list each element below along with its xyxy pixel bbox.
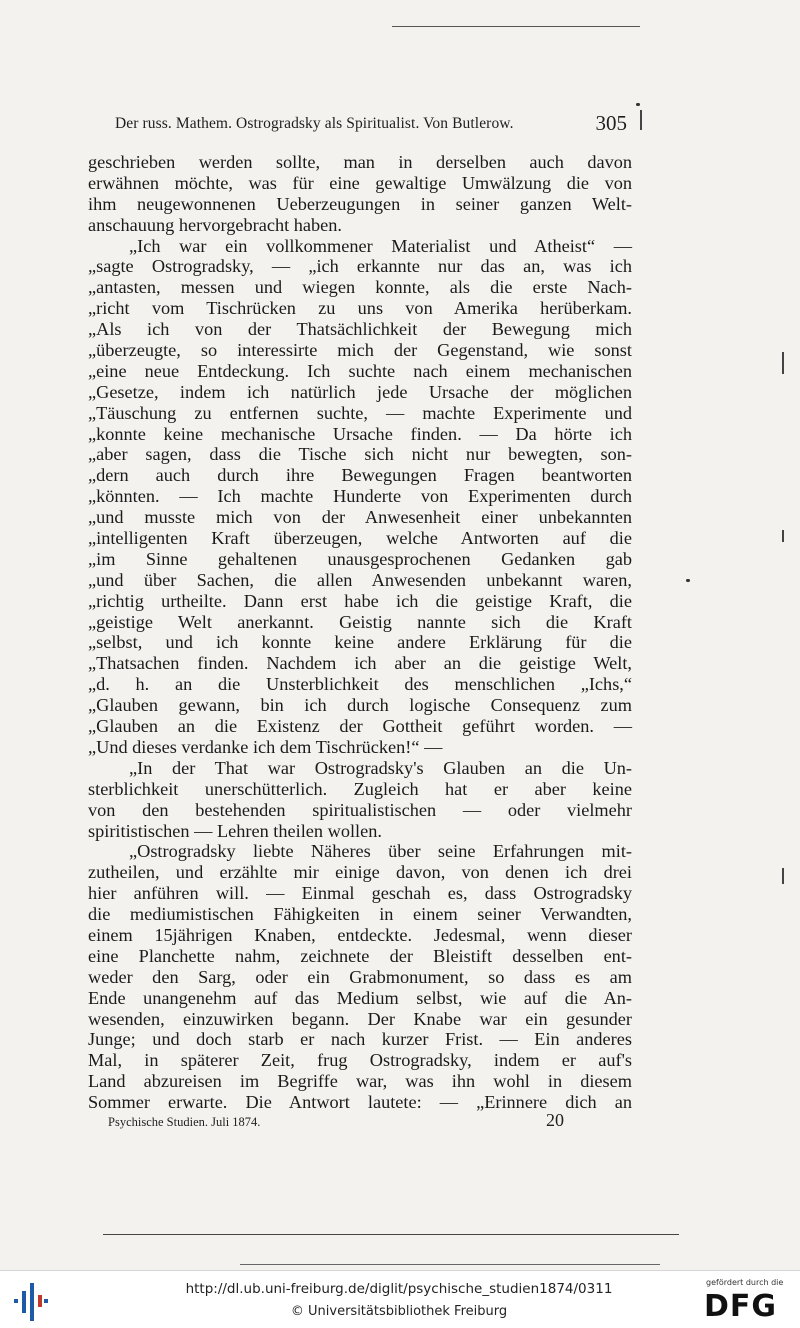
university-logo-icon	[8, 1279, 52, 1323]
text-line: ihm neugewonnenen Ueberzeugungen in seiner ganzen Welt-	[88, 193, 632, 214]
text-line: „Gesetze, indem ich natürlich jede Ursache der möglichen	[88, 381, 632, 402]
text-line: „selbst, und ich konnte keine andere Erklärung für die	[88, 632, 632, 653]
text-line: weder den Sarg, oder ein Grabmonument, so dass es am	[88, 966, 632, 987]
text-line: geschrieben werden sollte, man in derselben auch davon	[88, 152, 632, 172]
text-line: von den bestehenden spiritualistischen — oder vielmehr	[88, 799, 632, 820]
margin-mark	[782, 530, 784, 542]
ink-speck	[686, 579, 690, 582]
text-line: Junge; und doch starb er nach kurzer Frist. — Ein anderes	[88, 1029, 632, 1050]
text-line: „richt vom Tischrücken zu uns von Amerika herüberkam.	[88, 298, 632, 319]
text-line: „richtig urtheilte. Dann erst habe ich die geistige Kraft, die	[88, 590, 632, 611]
text-line: „Glauben gewann, bin ich durch logische Consequenz zum	[88, 695, 632, 716]
text-line: „Täuschung zu entfernen suchte, — machte Experimente und	[88, 402, 632, 423]
text-line: „d. h. an die Unsterblichkeit des menschlichen „Ichs,“	[88, 674, 632, 695]
text-line: Mal, in späterer Zeit, frug Ostrogradsky, indem er auf's	[88, 1050, 632, 1071]
dfg-logo: DFG	[704, 1289, 778, 1324]
text-line: „und musste mich von der Anwesenheit einer unbekannten	[88, 507, 632, 528]
text-line: hier anführen will. — Einmal geschah es, dass Ostrogradsky	[88, 883, 632, 904]
text-line: „sagte Ostrogradsky, — „ich erkannte nur das an, was ich	[88, 256, 632, 277]
text-line: „überzeugte, so interessirte mich der Gegenstand, wie sonst	[88, 340, 632, 361]
margin-mark	[782, 868, 784, 884]
text-line: „Ostrogradsky liebte Näheres über seine Erfahrungen mit-	[129, 841, 632, 862]
text-line: die mediumistischen Fähigkeiten in einem seiner Verwandten,	[88, 904, 632, 925]
text-line: „Ich war ein vollkommener Materialist und Atheist“ —	[129, 235, 632, 256]
dfg-caption: gefördert durch die	[706, 1278, 784, 1287]
top-rule	[392, 26, 640, 27]
permalink-url[interactable]: http://dl.ub.uni-freiburg.de/diglit/psychische_studien1874/0311	[185, 1281, 613, 1297]
text-line: anschauung hervorgebracht haben.	[88, 214, 342, 235]
text-line: spiritistischen — Lehren theilen wollen.	[88, 820, 382, 841]
text-line: „eine neue Entdeckung. Ich suchte nach einem mechanischen	[88, 360, 632, 381]
text-line: Ende unangenehm auf das Medium selbst, wie auf die An-	[88, 987, 632, 1008]
text-line: „aber sagen, dass die Tische sich nicht nur bewegten, son-	[88, 444, 632, 465]
text-line: „geistige Welt anerkannt. Geistig nannte sich die Kraft	[88, 611, 632, 632]
text-line: „antasten, messen und wiegen konnte, als die erste Nach-	[88, 277, 632, 298]
text-line: „könnten. — Ich machte Hunderte von Experimenten durch	[88, 486, 632, 507]
text-line: Sommer erwarte. Die Antwort lautete: — „Erinnere dich an	[88, 1092, 632, 1113]
text-line: eine Planchette nahm, zeichnete der Bleistift desselben ent-	[88, 945, 632, 966]
text-line: „dern auch durch ihre Bewegungen Fragen beantworten	[88, 465, 632, 486]
ink-speck	[636, 103, 640, 106]
text-line: erwähnen möchte, was für eine gewaltige Umwälzung die von	[88, 172, 632, 193]
running-head-title: Der russ. Mathem. Ostrogradsky als Spiritualist. Von Butlerow.	[115, 115, 514, 132]
footer-journal: Psychische Studien. Juli 1874.	[108, 1115, 261, 1129]
running-head	[115, 111, 627, 137]
copyright-text: © Universitätsbibliothek Freiburg	[290, 1304, 508, 1319]
body-text	[88, 152, 632, 1113]
text-line: „intelligenten Kraft überzeugen, welche Antworten auf die	[88, 528, 632, 549]
text-line: einem 15jährigen Knaben, entdeckte. Jedesmal, wenn dieser	[88, 924, 632, 945]
text-line: zutheilen, und erzählte mir einige davon, von denen ich drei	[88, 862, 632, 883]
text-line: „Als ich von der Thatsächlichkeit der Bewegung mich	[88, 319, 632, 340]
text-line: „im Sinne gehaltenen unausgesprochenen Gedanken gab	[88, 548, 632, 569]
text-line: „Und dieses verdanke ich dem Tischrücken!“ —	[88, 736, 443, 757]
page-number: 305	[595, 111, 627, 135]
text-line: wesenden, einzuwirken begann. Der Knabe war ein gesunder	[88, 1008, 632, 1029]
text-line: „konnte keine mechanische Ursache finden. — Da hörte ich	[88, 423, 632, 444]
bottom-rule	[103, 1234, 679, 1235]
footer-signature: 20	[546, 1110, 564, 1130]
text-line: Land abzureisen im Begriffe war, was ihn wohl in diesem	[88, 1071, 632, 1092]
text-line: „Thatsachen finden. Nachdem ich aber an die geistige Welt,	[88, 653, 632, 674]
margin-mark	[640, 110, 642, 130]
text-line: „Glauben an die Existenz der Gottheit geführt worden. —	[88, 716, 632, 737]
text-line: „In der That war Ostrogradsky's Glauben an die Un-	[129, 757, 632, 778]
bottom-rule	[240, 1264, 660, 1265]
text-line: sterblichkeit unerschütterlich. Zugleich hat er aber keine	[88, 778, 632, 799]
text-line: „und über Sachen, die allen Anwesenden unbekannt waren,	[88, 569, 632, 590]
viewer-footer-bar	[0, 1270, 800, 1328]
margin-mark	[782, 352, 784, 374]
